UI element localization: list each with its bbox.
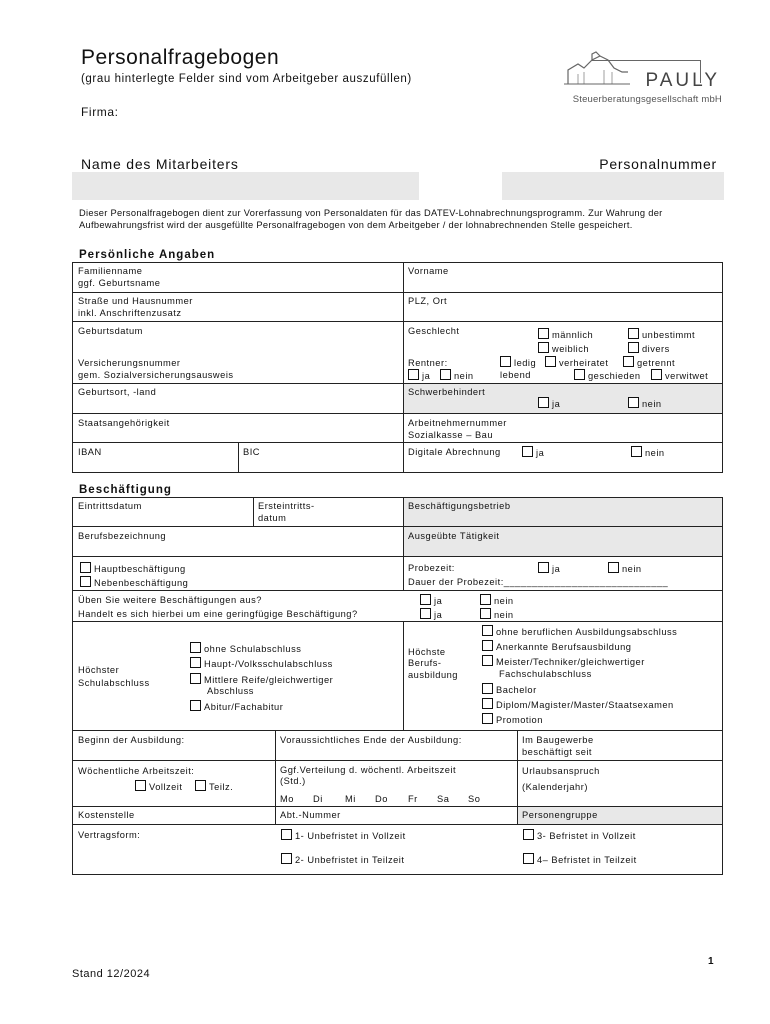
nebenbeschaeftigung-option[interactable]: Nebenbeschäftigung [80,576,188,589]
rule [403,497,404,590]
beruf-option-promotion[interactable]: Promotion [482,713,543,726]
firma-label: Firma: [81,105,119,119]
rule [238,442,239,473]
rule [72,442,723,443]
probezeit-ja-option[interactable]: ja [538,562,560,575]
footer-stand: Stand 12/2024 [72,968,151,980]
baugewerbe-label-1: Im Baugewerbe [522,735,594,745]
section-employment-heading: Beschäftigung [79,484,172,496]
checkbox[interactable] [440,369,451,380]
weiblich-option[interactable]: weiblich [538,342,589,355]
checkbox[interactable] [482,655,493,666]
schul-option-mittlere-2: Abschluss [207,686,254,696]
probezeit-label: Probezeit: [408,563,455,573]
rule [72,590,723,591]
rule [72,760,723,761]
checkbox[interactable] [631,446,642,457]
employee-name-field[interactable] [72,172,419,200]
schul-option-ohne[interactable]: ohne Schulabschluss [190,642,301,655]
beruf-option-bachelor[interactable]: Bachelor [482,683,537,696]
schulabschluss-label-1: Höchster [78,665,120,675]
intro-text: Dieser Personalfragebogen dient zur Vorerfassung von Personaldaten für das DATEV-Lohnabrechnungsprogramm. Zur Wahrung der Aufbewahrungsfrist wird der ausgefüllte Personalfragebogen von dem Arbeitgeber / der lohnabrechnenden Stelle gespeichert. [79,208,663,230]
checkbox[interactable] [538,342,549,353]
geburtsname-label: ggf. Geburtsname [78,278,161,288]
checkbox[interactable] [195,780,206,791]
page-subtitle: (grau hinterlegte Felder sind vom Arbeitgeber auszufüllen) [81,73,412,85]
rule [72,621,723,622]
page-title: Personalfragebogen [81,46,280,69]
checkbox[interactable] [190,642,201,653]
geringfuegig-nein-option[interactable]: nein [480,608,514,621]
sozialversicherungsausweis-label: gem. Sozialversicherungsausweis [78,370,234,380]
checkbox[interactable] [482,640,493,651]
employee-name-label: Name des Mitarbeiters [81,156,239,172]
baugewerbe-label-2: beschäftigt seit [522,747,593,757]
vollzeit-option[interactable]: Vollzeit [135,780,182,793]
checkbox[interactable] [651,369,662,380]
rentner-label: Rentner: [408,358,448,368]
berufsausbildung-label-2: Berufs- [408,658,442,668]
checkbox[interactable] [523,853,534,864]
schul-option-haupt[interactable]: Haupt-/Volksschulabschluss [190,657,333,670]
rule [72,413,723,414]
checkbox[interactable] [628,397,639,408]
rule [403,262,404,473]
verteilung-label-1: Ggf.Verteilung d. wöchentl. Arbeitszeit [280,765,457,775]
checkbox[interactable] [420,594,431,605]
schul-option-abitur[interactable]: Abitur/Fachabitur [190,700,283,713]
checkbox[interactable] [190,657,201,668]
checkbox[interactable] [80,562,91,573]
checkbox[interactable] [500,356,511,367]
berufsbezeichnung-label: Berufsbezeichnung [78,531,167,541]
versicherungsnummer-label: Versicherungsnummer [78,358,181,368]
schwerbehindert-label: Schwerbehindert [408,387,486,397]
vertrag-option-4[interactable]: 4– Befristet in Teilzeit [523,853,637,866]
checkbox[interactable] [420,608,431,619]
sozialkasse-label: Sozialkasse – Bau [408,430,493,440]
schulabschluss-label-2: Schulabschluss [78,678,150,688]
beruf-option-diplom[interactable]: Diplom/Magister/Master/Staatsexamen [482,698,674,711]
checkbox[interactable] [281,853,292,864]
eintrittsdatum-label: Eintrittsdatum [78,501,142,511]
anschriftenzusatz-label: inkl. Anschriftenzusatz [78,308,182,318]
abt-nummer-label: Abt.-Nummer [280,810,341,820]
vertrag-option-1[interactable]: 1- Unbefristet in Vollzeit [281,829,406,842]
probezeit-nein-option[interactable]: nein [608,562,642,575]
urlaub-label-1: Urlaubsanspruch [522,766,600,776]
beruf-option-meister[interactable]: Meister/Techniker/gleichwertiger [482,655,645,668]
hauptbeschaeftigung-option[interactable]: Hauptbeschäftigung [80,562,186,575]
ausbildung-beginn-label: Beginn der Ausbildung: [78,735,185,745]
verwitwet-option[interactable]: verwitwet [651,369,708,382]
probezeit-dauer-label: Dauer der Probezeit:_____________________________ [408,577,669,587]
beruf-option-anerkannt[interactable]: Anerkannte Berufsausbildung [482,640,631,653]
bic-label: BIC [243,447,260,457]
rule [403,621,404,730]
geburtsdatum-label: Geburtsdatum [78,326,143,336]
weitere-beschaeftigungen-label: Üben Sie weitere Beschäftigungen aus? [78,595,262,605]
page-number: 1 [708,956,714,967]
checkbox[interactable] [523,829,534,840]
urlaub-label-2: (Kalenderjahr) [522,782,588,792]
beruf-option-meister-2: Fachschulabschluss [499,669,592,679]
checkbox[interactable] [608,562,619,573]
day-fr: Fr [408,794,418,804]
vertrag-option-3[interactable]: 3- Befristet in Vollzeit [523,829,636,842]
kostenstelle-label: Kostenstelle [78,810,135,820]
checkbox[interactable] [190,673,201,684]
getrennt-option[interactable]: getrennt [623,356,675,369]
logo-name: PAULY [645,70,720,91]
plz-label: PLZ, Ort [408,296,448,306]
checkbox[interactable] [281,829,292,840]
weitere-nein-option[interactable]: nein [480,594,514,607]
logo-subtitle: Steuerberatungsgesellschaft mbH [572,94,722,105]
checkbox[interactable] [408,369,419,380]
rule [72,383,723,384]
employee-number-field[interactable] [502,172,724,200]
checkbox[interactable] [522,446,533,457]
ersteintritt-label-2: datum [258,513,287,523]
day-so: So [468,794,481,804]
vorname-label: Vorname [408,266,449,276]
arbeitnehmernummer-label: Arbeitnehmernummer [408,418,507,428]
rentner-nein-option[interactable]: nein [440,369,474,382]
verheiratet-option[interactable]: verheiratet [545,356,608,369]
rule [72,321,723,322]
geringfuegig-label: Handelt es sich hierbei um eine geringfügige Beschäftigung? [78,609,358,619]
checkbox[interactable] [628,342,639,353]
rule [275,730,276,824]
digitale-nein-option[interactable]: nein [631,446,665,459]
rule [253,497,254,526]
familienname-label: Familienname [78,266,143,276]
day-mo: Mo [280,794,294,804]
ledig-option[interactable]: ledig [500,356,536,369]
employment-table [72,497,723,875]
rentner-ja-option[interactable]: ja [408,369,430,382]
schwerbehindert-nein-option[interactable]: nein [628,397,662,410]
unbestimmt-option[interactable]: unbestimmt [628,328,695,341]
checkbox[interactable] [190,700,201,711]
ausbildung-ende-label: Voraussichtliches Ende der Ausbildung: [280,735,462,745]
personengruppe-label: Personengruppe [522,810,598,820]
checkbox[interactable] [538,328,549,339]
berufsausbildung-label-1: Höchste [408,647,446,657]
verteilung-label-2: (Std.) [280,776,306,786]
checkbox[interactable] [482,698,493,709]
checkbox[interactable] [545,356,556,367]
checkbox[interactable] [482,625,493,636]
geschieden-option[interactable]: geschieden [574,369,641,382]
arbeitszeit-label: Wöchentliche Arbeitszeit: [78,766,195,776]
day-do: Do [375,794,388,804]
checkbox[interactable] [574,369,585,380]
digitale-ja-option[interactable]: ja [522,446,544,459]
checkbox[interactable] [480,594,491,605]
section-personal-heading: Persönliche Angaben [79,249,216,261]
day-mi: Mi [345,794,356,804]
maennlich-option[interactable]: männlich [538,328,593,341]
checkbox[interactable] [480,608,491,619]
vertragsform-label: Vertragsform: [78,830,141,840]
teilzeit-option[interactable]: Teilz. [195,780,233,793]
ersteintritt-label-1: Ersteintritts- [258,501,315,511]
betrieb-label: Beschäftigungsbetrieb [408,501,511,511]
day-di: Di [313,794,323,804]
checkbox[interactable] [482,713,493,724]
digitale-abrechnung-label: Digitale Abrechnung [408,447,501,457]
rule [517,730,518,824]
schul-option-mittlere[interactable]: Mittlere Reife/gleichwertiger [190,673,333,686]
weitere-ja-option[interactable]: ja [420,594,442,607]
checkbox[interactable] [623,356,634,367]
checkbox[interactable] [538,562,549,573]
employee-number-label: Personalnummer [599,156,717,172]
rule [72,526,723,527]
schwerbehindert-ja-option[interactable]: ja [538,397,560,410]
iban-label: IBAN [78,447,102,457]
berufsausbildung-label-3: ausbildung [408,670,458,680]
checkbox[interactable] [628,328,639,339]
checkbox[interactable] [135,780,146,791]
vertrag-option-2[interactable]: 2- Unbefristet in Teilzeit [281,853,404,866]
staatsangehoerigkeit-label: Staatsangehörigkeit [78,418,170,428]
rule [72,806,723,807]
rule [72,730,723,731]
checkbox[interactable] [482,683,493,694]
checkbox[interactable] [538,397,549,408]
geringfuegig-ja-option[interactable]: ja [420,608,442,621]
taetigkeit-label: Ausgeübte Tätigkeit [408,531,500,541]
checkbox[interactable] [80,576,91,587]
strasse-label: Straße und Hausnummer [78,296,193,306]
lebend-label: lebend [500,370,531,380]
rule [72,824,723,825]
rule [72,556,723,557]
geburtsort-label: Geburtsort, -land [78,387,157,397]
rule [72,292,723,293]
divers-option[interactable]: divers [628,342,670,355]
beruf-option-ohne[interactable]: ohne beruflichen Ausbildungsabschluss [482,625,677,638]
geschlecht-label: Geschlecht [408,326,460,336]
day-sa: Sa [437,794,450,804]
